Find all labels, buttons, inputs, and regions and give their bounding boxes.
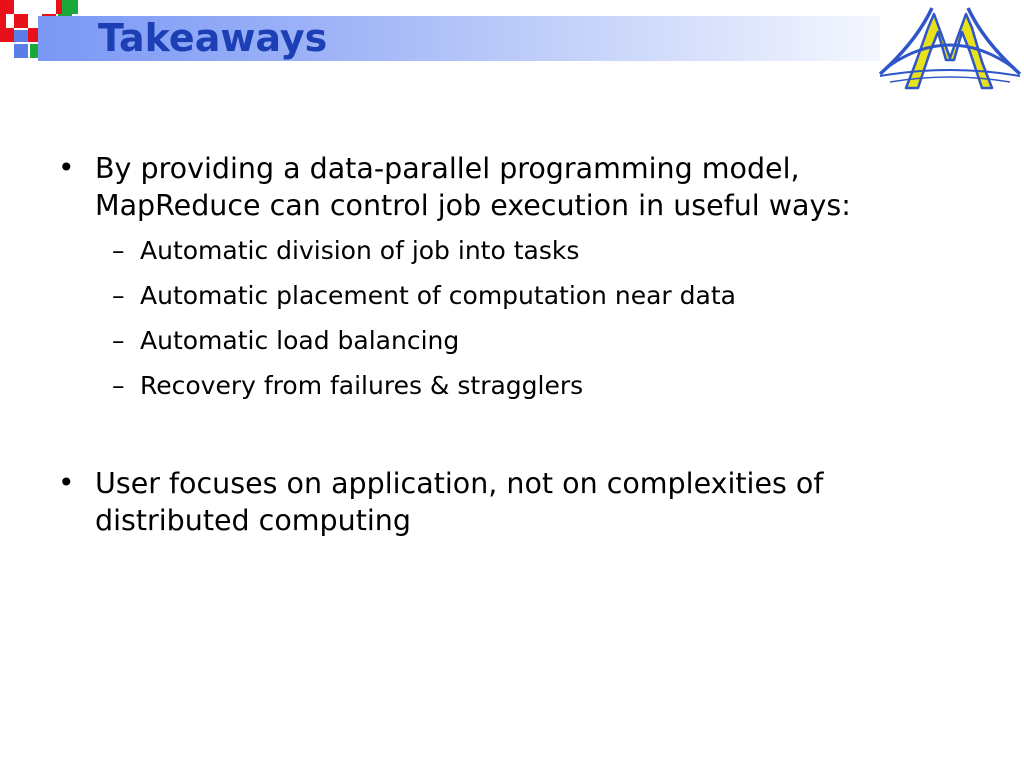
sub-bullet-marker: –	[112, 326, 125, 355]
bullet-text: By providing a data-parallel programming model, MapReduce can control job execution in useful ways:	[95, 152, 851, 222]
bullet-text: User focuses on application, not on complexities of distributed computing	[95, 467, 824, 537]
sub-bullet-text: Automatic division of job into tasks	[140, 236, 580, 265]
sub-bullet-marker: –	[112, 371, 125, 400]
bullet-marker: •	[58, 466, 75, 499]
sub-bullet-marker: –	[112, 281, 125, 310]
sub-bullet-text: Recovery from failures & stragglers	[140, 371, 584, 400]
slide-title: Takeaways	[98, 16, 328, 60]
sub-bullet-marker: –	[112, 236, 125, 265]
bullet-marker: •	[58, 151, 75, 184]
sub-bullet-text: Automatic load balancing	[140, 326, 460, 355]
sub-bullet-text: Automatic placement of computation near data	[140, 281, 736, 310]
